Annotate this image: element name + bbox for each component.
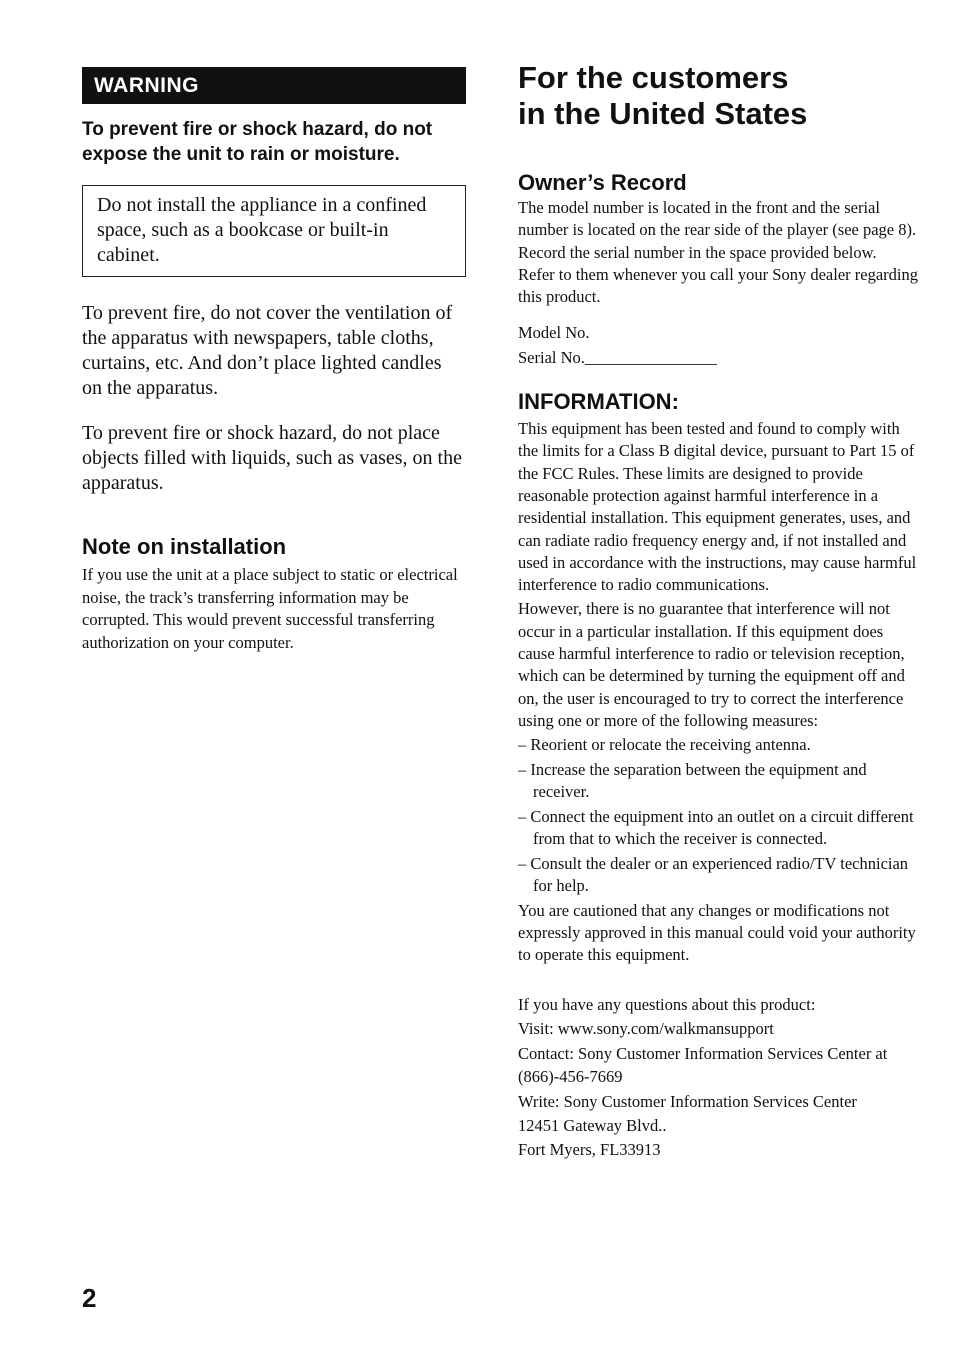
measure-item: – Reorient or relocate the receiving antenna. [518, 735, 811, 755]
owners-record-text: The model number is located in the front and the serial number is located on the rear side of the player (see page 8). Record the serial number in the space provided below. [518, 198, 917, 262]
support-url: Visit: www.sony.com/walkmansupport [518, 1018, 774, 1038]
left-column [82, 67, 466, 654]
warning-statement: To prevent fire or shock hazard, do not expose the unit to rain or moisture. [82, 119, 433, 165]
address-line-1: 12451 Gateway Blvd.. [518, 1116, 667, 1136]
serial-number-field: Serial No.________________ [518, 347, 717, 367]
note-installation-heading: Note on installation [82, 534, 287, 559]
information-heading: INFORMATION: [518, 389, 679, 415]
page-number: 2 [82, 1283, 97, 1313]
interference-text: However, there is no guarantee that interference will not occur in a particular installation. If this equipment does cause harmful interference to radio or television reception, which can be determined by turning the equipment off and on, the user is encouraged to try to correct the interference using one or more of the following measures: [518, 599, 905, 730]
page-title-line-2: in the United States [518, 96, 808, 131]
questions-text: If you have any questions about this product: [518, 994, 816, 1014]
right-column [518, 60, 918, 1162]
page-title-line-1: For the customers [518, 60, 789, 95]
address-line-2: Fort Myers, FL33913 [518, 1140, 661, 1160]
caution-text: You are cautioned that any changes or modifications not expressly approved in this manual could void your authority to operate this equipment. [518, 900, 916, 965]
note-installation-text: If you use the unit at a place subject to static or electrical noise, the track’s transferring information may be corrupted. This would prevent successful transferring authorization on your computer. [82, 565, 458, 652]
liquids-paragraph: To prevent fire or shock hazard, do not place objects filled with liquids, such as vases, on the apparatus. [82, 422, 462, 494]
model-number-field: Model No. [518, 323, 590, 343]
write-text: Write: Sony Customer Information Services Center [518, 1091, 857, 1111]
warning-heading: WARNING [82, 67, 466, 104]
owners-record-refer: Refer to them whenever you call your Sony dealer regarding this product. [518, 264, 918, 307]
installation-notice-box: Do not install the appliance in a confined space, such as a bookcase or built-in cabinet. [82, 185, 466, 277]
ventilation-paragraph: To prevent fire, do not cover the ventilation of the apparatus with newspapers, table cloths, curtains, etc. And don’t place lighted candles on the apparatus. [82, 302, 453, 399]
contact-text: Contact: Sony Customer Information Services Center at (866)-456-7669 [518, 1044, 888, 1086]
fcc-compliance-text: This equipment has been tested and found to comply with the limits for a Class B digital device, pursuant to Part 15 of the FCC Rules. These limits are designed to provide reasonable protection against harmful interference in a residential installation. This equipment generates, uses, and can radiate radio frequency energy and, if not installed and used in accordance with the instructions, may cause harmful interference to radio communications. [518, 419, 917, 595]
measure-item: – Increase the separation between the equipment and receiver. [518, 759, 867, 802]
measure-item: – Consult the dealer or an experienced radio/TV technician for help. [518, 853, 909, 896]
measure-item: – Connect the equipment into an outlet on a circuit different from that to which the receiver is connected. [518, 806, 914, 849]
owners-record-heading: Owner’s Record [518, 170, 687, 195]
